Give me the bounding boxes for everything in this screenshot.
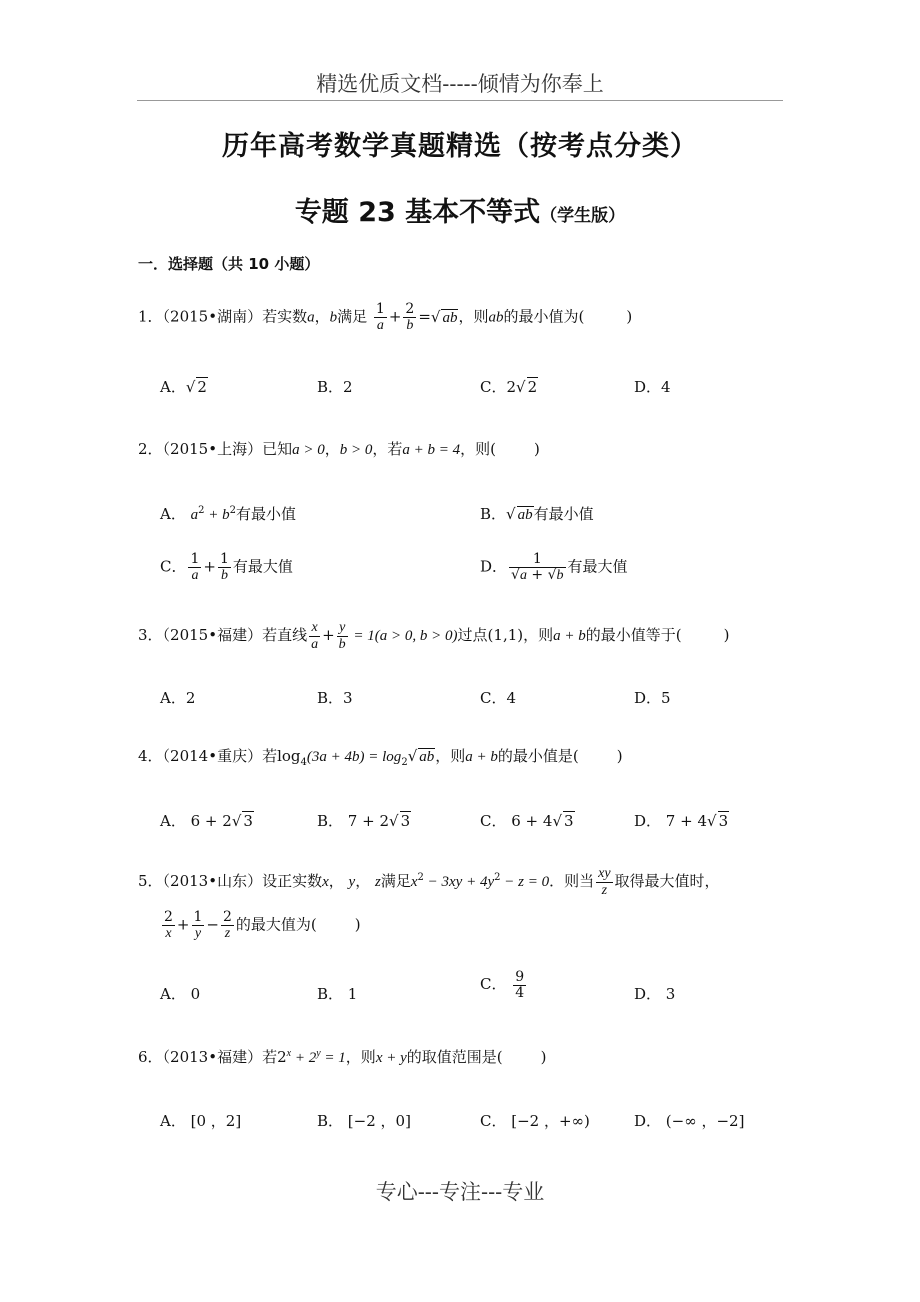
option-radicand: ab — [517, 507, 533, 523]
q3-source: （2015•福建） — [162, 626, 263, 645]
q1-text: 满足 — [337, 307, 368, 326]
option-value: 1 — [347, 985, 358, 1003]
q4-option-b: B． 7 + 2√ 3 — [317, 812, 411, 830]
subtitle-suffix: （学生版） — [540, 206, 626, 226]
option-radicand: 2 — [197, 378, 207, 396]
option-label: D． — [634, 378, 662, 396]
q1-frac-den: a — [376, 317, 384, 333]
question-5: 5．（2013•山东）设正实数x， y， z满足$x^2 - 3xy + 4y^2 - z = 0$．则当 $\frac{xy}{z}$ 取得最大值时， — [138, 866, 720, 898]
option-value: 7 + 4 — [665, 812, 707, 830]
option-value: 2 — [343, 378, 353, 396]
q5-text: 满足 — [380, 872, 411, 891]
header-divider — [137, 100, 783, 101]
question-5-line-2: $\frac{2}{x}$ + $\frac{1}{y}$ − $\frac{2}{z}$ 的最大值为( ) — [164, 909, 361, 941]
q1-sep: ， — [314, 307, 330, 326]
option-sqrt: √ 2 — [185, 378, 207, 396]
option-value: 5 — [661, 689, 671, 707]
q4-log: log — [277, 747, 301, 765]
q4-number: 4． — [138, 747, 163, 765]
option-text: 有最小值 — [533, 505, 594, 523]
question-1: 1．（2015•湖南）若实数a，b满足 $\frac{1}{a}$ + $\frac{2}{b}$ =√ ab，则ab的最小值为( ) — [138, 301, 633, 333]
page-footer: 专心---专注---专业 — [375, 1180, 545, 1204]
q2-text: 已知 — [262, 440, 293, 458]
q1-option-d — [634, 376, 671, 397]
q1-paren: ) — [626, 307, 633, 326]
q4-option-c: C． 6 + 4√ 3 — [480, 812, 574, 830]
option-value: 3 — [343, 689, 353, 707]
q3-text: 若直线 — [262, 626, 308, 645]
document-title: 历年高考数学真题精选（按考点分类） — [222, 131, 698, 162]
q1-equals: = — [418, 307, 431, 326]
question-6: 6．（2013•福建）若$2^x + 2^y = 1$，则x + y的取值范围是( ) — [138, 1048, 547, 1066]
q1-option-a — [160, 376, 208, 397]
q5-number: 5． — [138, 872, 163, 891]
q6-option-b: B． [−2 ，0] — [317, 1112, 411, 1130]
q3-number: 3． — [138, 626, 163, 645]
q1-frac-1 — [374, 302, 387, 333]
q6-text: 的取值范围是( — [406, 1048, 503, 1066]
option-label: A． — [160, 505, 186, 523]
option-radicand: 3 — [243, 812, 253, 830]
q4-option-d: D． 7 + 4√ 3 — [634, 812, 729, 830]
q5-var: y — [348, 874, 356, 891]
q4-option-a: A． 6 + 2√ 3 — [160, 812, 253, 830]
q2-option-c: C． $\frac{1}{a}$ + $\frac{1}{b}$ 有最大值 — [160, 551, 293, 583]
option-value: 6 + 2 — [190, 812, 232, 830]
frac-den: 4 — [515, 984, 525, 1001]
q5-eq: − z = 0 — [500, 874, 550, 891]
q4-text: ，则 — [435, 747, 466, 765]
option-radicand: 3 — [400, 812, 411, 830]
q5-option-b: B． 1 — [317, 985, 358, 1003]
q3-text: 过点 — [457, 626, 488, 645]
q1-radicand: ab — [442, 309, 458, 326]
option-radicand: 2 — [527, 378, 538, 396]
option-sqrt: √ 2 — [516, 378, 538, 396]
q5-text: 取得最大值时， — [614, 872, 720, 891]
q5-frac: $\frac{1}{y}$ — [193, 909, 203, 941]
q1-frac-num: 2 — [405, 301, 415, 317]
option-label: A． — [160, 378, 186, 396]
q1-var-b: b — [329, 309, 338, 326]
q5-eq: − 3xy + 4y — [423, 874, 495, 891]
q6-option-d: D． (−∞ ，−2] — [634, 1112, 745, 1130]
q4-paren: ) — [616, 747, 623, 765]
q2-option-d — [480, 552, 628, 583]
q1-text: 若实数 — [262, 307, 308, 326]
q1-source: （2015•湖南） — [162, 307, 263, 326]
option-value: 6 + 4 — [511, 812, 553, 830]
q6-source: （2013•福建） — [162, 1048, 263, 1066]
option-expr: + b — [204, 507, 230, 523]
q1-text: ，则 — [458, 307, 489, 326]
q2-cond-a: a > 0 — [292, 442, 325, 458]
q3-text: 的最小值等于( — [585, 626, 682, 645]
q2-paren: ) — [533, 440, 540, 458]
option-value: 4 — [661, 378, 671, 396]
frac-num: 1 — [190, 551, 200, 567]
q5-text: 设正实数 — [262, 872, 323, 891]
q2-cond-b: b > 0 — [339, 442, 373, 458]
q1-number: 1． — [138, 307, 163, 326]
q1-frac-2 — [403, 302, 416, 333]
q6-eq: = 1 — [320, 1050, 346, 1066]
q3-paren: ) — [723, 626, 730, 645]
q1-option-c — [480, 376, 538, 397]
option-label: B． — [317, 378, 344, 396]
q1-option-b — [317, 376, 353, 397]
q3-equation: = 1(a > 0, b > 0) — [349, 628, 458, 645]
q5-eq-term: x — [410, 874, 418, 891]
q5-var: z — [375, 874, 381, 891]
frac-num: 1 — [509, 552, 565, 568]
q6-number: 6． — [138, 1048, 163, 1066]
q6-option-c: C． [−2 ，+∞) — [480, 1112, 590, 1130]
option-value: 2 — [506, 378, 517, 396]
option-label: C． — [480, 378, 507, 396]
q5-source: （2013•山东） — [162, 872, 263, 891]
q5-option-d: D． 3 — [634, 985, 676, 1003]
q6-text: ，则 — [345, 1048, 376, 1066]
option-frac — [513, 970, 526, 1000]
option-label: B． — [480, 505, 507, 523]
q4-log-base: 4 — [300, 757, 307, 768]
q3-option-b: B．3 — [317, 689, 353, 707]
q5-option-a: A． 0 — [160, 985, 201, 1003]
q6-eq: + 2 — [291, 1050, 317, 1066]
q1-sqrt: √ ab — [430, 307, 458, 326]
q5-option-c: C． $\frac{9}{4}$ — [480, 969, 525, 1001]
q4-sqrt: √ ab — [407, 747, 435, 765]
option-value: [0 ，2] — [190, 1112, 242, 1130]
q4-log-base: 2 — [401, 757, 408, 768]
option-value: 0 — [190, 985, 201, 1003]
option-value: [−2 ，+∞) — [511, 1112, 590, 1130]
q4-source: （2014•重庆） — [162, 747, 263, 765]
q6-option-a: A． [0 ，2] — [160, 1112, 242, 1130]
document-subtitle — [0, 190, 920, 229]
q4-expr: (3a + 4b) = log — [306, 749, 402, 765]
q5-frac: $\frac{2}{z}$ — [223, 909, 232, 941]
question-4 — [138, 745, 623, 768]
q3-option-d: D．5 — [634, 689, 671, 707]
q2-text: ，若 — [372, 440, 403, 458]
page-header: 精选优质文档-----倾情为你奉上 — [316, 72, 604, 96]
option-label: D． — [480, 557, 508, 576]
q2-option-b — [480, 503, 594, 524]
question-2: 2．（2015•上海）已知a > 0，b > 0，若a + b = 4，则( ) — [138, 440, 540, 458]
frac-den: z — [601, 882, 608, 898]
subtitle-main: 专题 23 基本不等式 — [294, 197, 541, 228]
q3-option-c: C．4 — [480, 689, 517, 707]
q4-text: 若 — [262, 747, 278, 765]
frac-num: 1 — [219, 551, 229, 567]
q2-source: （2015•上海） — [162, 440, 263, 458]
q2-cond-sum: a + b = 4 — [402, 442, 461, 458]
question-3: 3．（2015•福建）若直线 $\frac{x}{a}$ + $\frac{y}{b}$ = 1(a > 0, b > 0)过点(1,1)，则a + b的最小值等于( ) — [138, 620, 730, 652]
option-text: 有最小值 — [236, 505, 297, 523]
section-heading: 一．选择题（共 10 小题） — [138, 255, 320, 273]
q5-frac — [596, 866, 612, 898]
option-value: (−∞ ，−2] — [665, 1112, 745, 1130]
q1-frac-num: 1 — [375, 301, 385, 317]
q3-text: ，则 — [523, 626, 554, 645]
q5-text: 的最大值为( — [235, 915, 317, 934]
option-value: 3 — [665, 985, 676, 1003]
option-frac: $\frac{1}{√a + √b}$ — [511, 551, 564, 583]
q3-frac-x: $\frac{x}{a}$ — [311, 620, 319, 652]
q5-frac: $\frac{2}{x}$ — [164, 909, 173, 941]
option-radicand: 3 — [564, 812, 574, 830]
q4-expr: a + b — [465, 749, 498, 765]
q2-option-a: A． $a^2 + b^2$有最小值 — [160, 505, 297, 523]
q5-paren: ) — [354, 915, 361, 934]
option-sqrt: √ ab — [506, 505, 533, 523]
q5-text: ．则当 — [549, 872, 595, 891]
q3-expr: a + b — [553, 628, 586, 645]
q6-text: 若 — [262, 1048, 278, 1066]
option-value: 7 + 2 — [347, 812, 389, 830]
q1-var-a: a — [307, 309, 315, 326]
q6-expr: x + y — [375, 1050, 407, 1066]
q1-frac-den: b — [406, 317, 414, 333]
frac-num: xy — [598, 866, 611, 881]
option-text: 有最大值 — [232, 557, 293, 576]
option-text: 有最大值 — [567, 557, 628, 576]
q2-text: ，则( — [460, 440, 496, 458]
option-frac: $\frac{1}{b}$ — [219, 551, 229, 583]
option-frac: $\frac{1}{a}$ — [190, 551, 200, 583]
frac-num: 9 — [515, 969, 525, 985]
q4-radicand: ab — [419, 749, 435, 765]
q3-option-a: A．2 — [160, 689, 196, 707]
option-expr: a — [190, 507, 199, 523]
q5-var: x — [322, 874, 329, 891]
q1-text: 的最小值为( — [503, 307, 585, 326]
q3-point: (1,1) — [487, 626, 524, 645]
q4-text: 的最小值是( — [497, 747, 579, 765]
option-value: 2 — [185, 689, 196, 707]
option-label: C． — [160, 557, 187, 576]
q3-frac-y: $\frac{y}{b}$ — [338, 620, 346, 652]
q6-paren: ) — [540, 1048, 547, 1066]
q2-number: 2． — [138, 440, 163, 458]
option-radicand: 3 — [718, 812, 729, 830]
q1-expr: ab — [488, 309, 504, 326]
option-value: 4 — [506, 689, 517, 707]
option-value: [−2 ，0] — [347, 1112, 411, 1130]
